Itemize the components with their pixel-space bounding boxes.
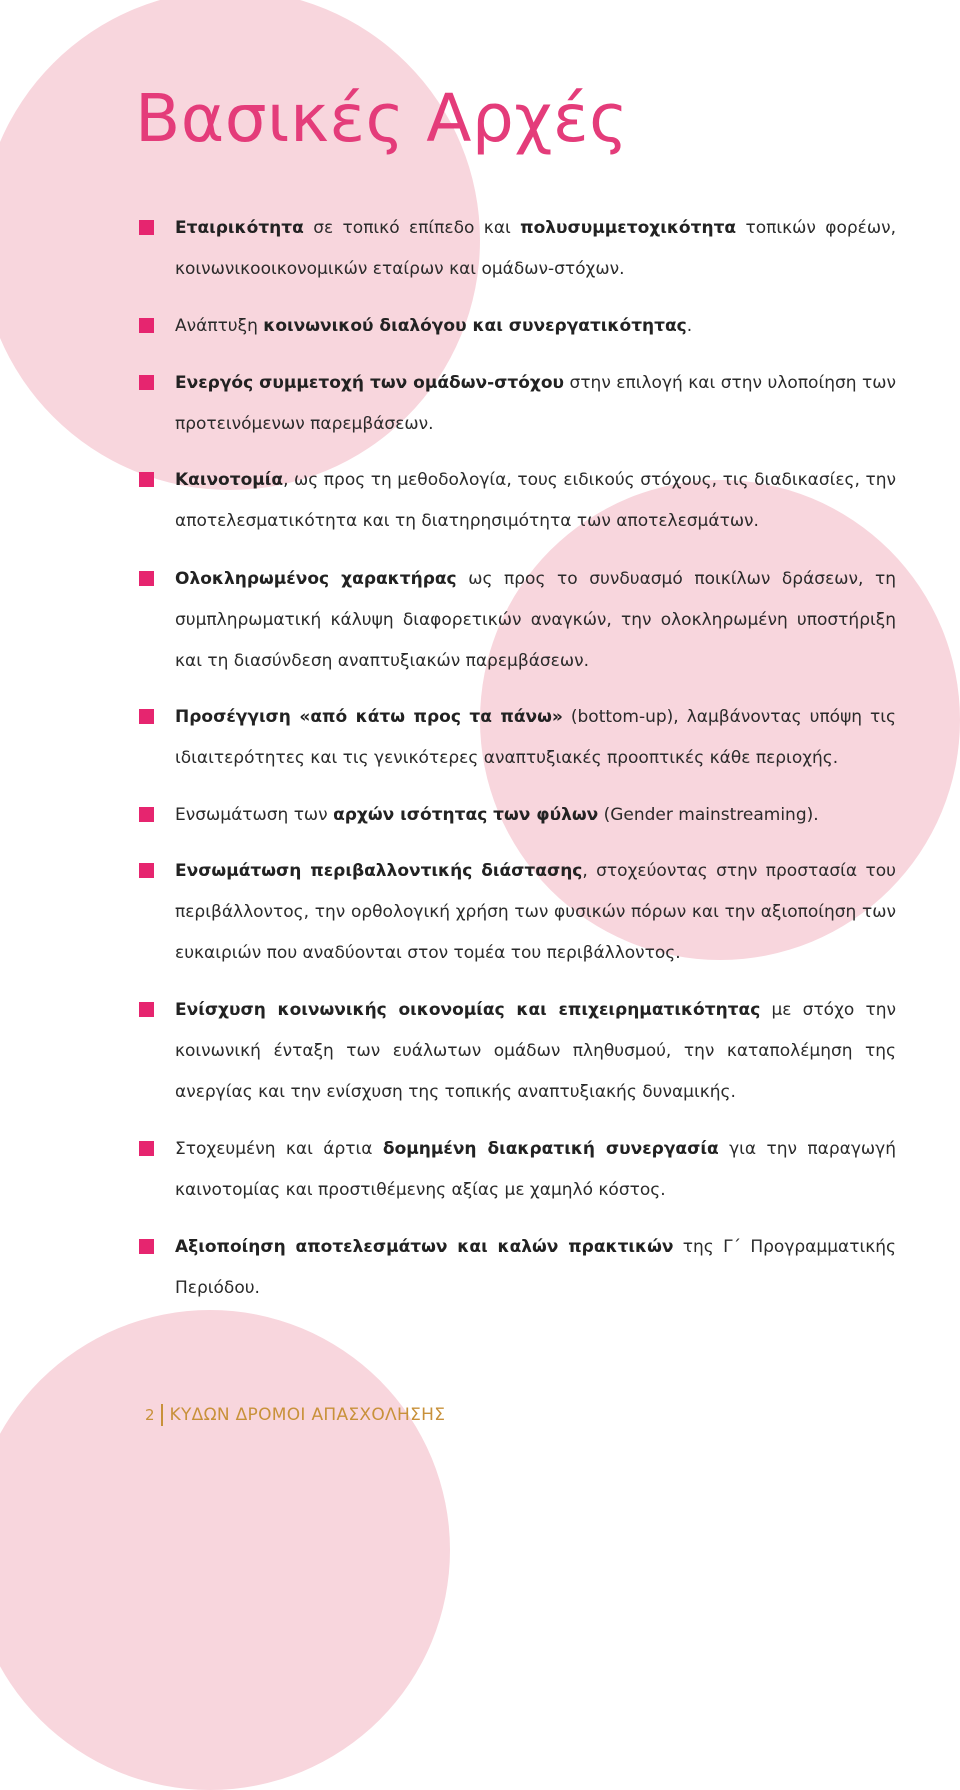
body-text: (bottom-up), λαμβάνοντας υπόψη τις ιδιαιτερότητες και τις γενικότερες αναπτυξιακές προοπτικές κάθε περιοχής. [175,707,897,768]
square-bullet-icon [139,571,154,586]
square-bullet-icon [139,1141,154,1156]
square-bullet-icon [139,1002,154,1017]
body-text: σε τοπικό επίπεδο και [303,218,521,238]
emphasis-text: Ενεργός συμμετοχή των ομάδων-στόχου [175,373,565,393]
emphasis-text: Προσέγγιση «από κάτω προς τα πάνω» [175,707,563,727]
square-bullet-icon [139,807,154,822]
list-item-text [175,363,896,445]
list-item-text [175,795,896,836]
list-item-text [175,990,896,1113]
emphasis-text: Ενίσχυση κοινωνικής οικονομίας και επιχειρηματικότητας [175,1000,761,1020]
page-footer [145,1404,445,1426]
list-item-text [175,851,896,974]
body-text: ως προς το συνδυασμό ποικίλων δράσεων, τη συμπληρωματική κάλυψη διαφορετικών αναγκών, την ολοκληρωμένη υποστήριξη και τη διασύνδεση αναπτυξιακών παρεμβάσεων. [175,569,896,671]
body-text: (Gender mainstreaming). [598,805,819,825]
emphasis-text: δομημένη διακρατική συνεργασία [382,1139,719,1159]
body-text: τοπικών φορέων, κοινωνικοοικονομικών εταίρων και ομάδων-στόχων. [175,218,896,279]
body-text: στην επιλογή και στην υλοποίηση των προτεινόμενων παρεμβάσεων. [175,373,896,434]
decorative-circle-bottom [0,1310,450,1790]
square-bullet-icon [139,472,154,487]
emphasis-text: Ολοκληρωμένος χαρακτήρας [175,569,457,589]
publication-title: ΚΥΔΩΝ ΔΡΟΜΟΙ ΑΠΑΣΧΟΛΗΣΗΣ [169,1405,446,1425]
list-item-text [175,1227,896,1309]
emphasis-text: Εταιρικότητα [175,218,304,238]
body-text: με στόχο την κοινωνική ένταξη των ευάλωτων ομάδων πληθυσμού, την καταπολέμηση της ανεργίας και την ενίσχυση της τοπικής αναπτυξιακής δυναμικής. [175,1000,896,1102]
square-bullet-icon [139,375,154,390]
list-item-text [175,306,896,347]
body-text: . [686,316,693,336]
body-text: , στοχεύοντας στην προστασία του περιβάλλοντος, την ορθολογική χρήση των φυσικών πόρων και την αξιοποίηση των ευκαιριών που αναδύονται στον τομέα του περιβάλλοντος. [175,861,896,963]
emphasis-text: κοινωνικού διαλόγου και συνεργατικότητας [263,316,687,336]
body-text: , ως προς τη μεθοδολογία, τους ειδικούς στόχους, τις διαδικασίες, την αποτελεσματικότητα και τη διατηρησιμότητα των αποτελεσμάτων. [175,470,896,531]
emphasis-text: αρχών ισότητας των φύλων [333,805,599,825]
list-item-text [175,559,896,682]
square-bullet-icon [139,863,154,878]
square-bullet-icon [139,709,154,724]
list-item-text [175,697,896,779]
list-item-text [175,208,896,290]
square-bullet-icon [139,318,154,333]
emphasis-text: Καινοτομία [175,470,284,490]
emphasis-text: Ενσωμάτωση περιβαλλοντικής διάστασης [175,861,583,881]
list-item-text [175,1129,896,1211]
list-item-text [175,460,896,542]
emphasis-text: πολυσυμμετοχικότητα [520,218,737,238]
page-number: 2 [145,1406,155,1424]
body-text: Στοχευμένη και άρτια [175,1139,383,1159]
footer-divider [161,1404,163,1426]
square-bullet-icon [139,1239,154,1254]
body-text: Ενσωμάτωση των [175,805,334,825]
page-title: Βασικές Αρχές [135,80,629,157]
square-bullet-icon [139,220,154,235]
emphasis-text: Αξιοποίηση αποτελεσμάτων και καλών πρακτικών [175,1237,674,1257]
body-text: της Γ΄ Προγραμματικής Περιόδου. [175,1237,896,1298]
body-text: για την παραγωγή καινοτομίας και προστιθέμενης αξίας με χαμηλό κόστος. [175,1139,896,1200]
body-text: Ανάπτυξη [175,316,264,336]
